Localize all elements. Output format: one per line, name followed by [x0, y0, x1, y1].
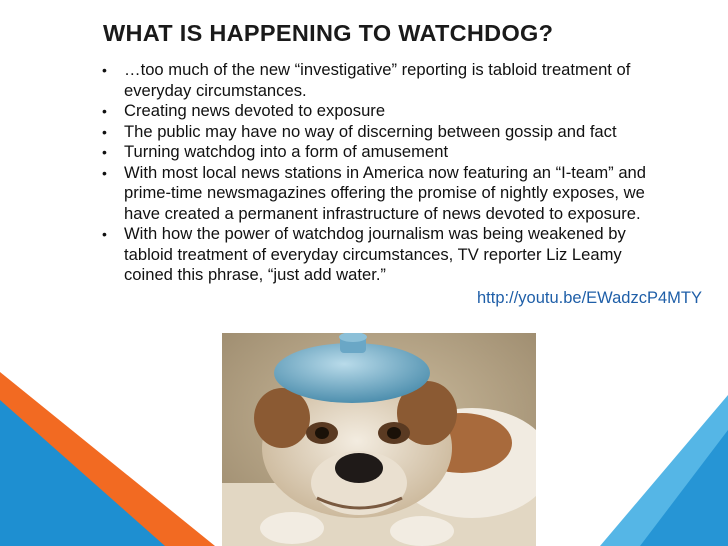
- bullet-text: Creating news devoted to exposure: [124, 101, 386, 120]
- bullet-dot: •: [102, 144, 107, 160]
- bullet-text: The public may have no way of discerning between gossip and fact: [124, 121, 617, 141]
- slide-title: WHAT IS HAPPENING TO WATCHDOG?: [103, 20, 554, 46]
- bullet-dot: •: [102, 226, 107, 242]
- youtube-link[interactable]: http://youtu.be/EWadzcP4MTY: [477, 289, 702, 307]
- bullet-item: [100, 163, 660, 225]
- bullet-list: [100, 60, 660, 286]
- bullet-item: [100, 60, 660, 101]
- bullet-text: Turning watchdog into a form of amusement: [124, 142, 449, 161]
- bullet-item: [100, 122, 660, 143]
- bullet-text: With most local news stations in America now featuring an “I-team” and prime-time newsmagazines offering the promise of nightly exposes, we have created a permanent infrastructure of news devoted to exposure.: [124, 162, 647, 223]
- bullet-item: [100, 142, 660, 163]
- bullet-item: [100, 101, 660, 122]
- bullet-dot: •: [102, 123, 107, 140]
- bullet-item: [100, 224, 660, 286]
- bullet-text: …too much of the new “investigative” reporting is tabloid treatment of everyday circumstances.: [124, 60, 631, 100]
- bullet-text: With how the power of watchdog journalism was being weakened by tabloid treatment of everyday circumstances, TV reporter Liz Leamy coined this phrase, “just add water.”: [124, 224, 626, 284]
- bullet-dot: •: [102, 103, 107, 119]
- bulldog-photo: [222, 333, 536, 546]
- bullet-dot: •: [102, 62, 107, 78]
- bullet-dot: •: [102, 164, 107, 181]
